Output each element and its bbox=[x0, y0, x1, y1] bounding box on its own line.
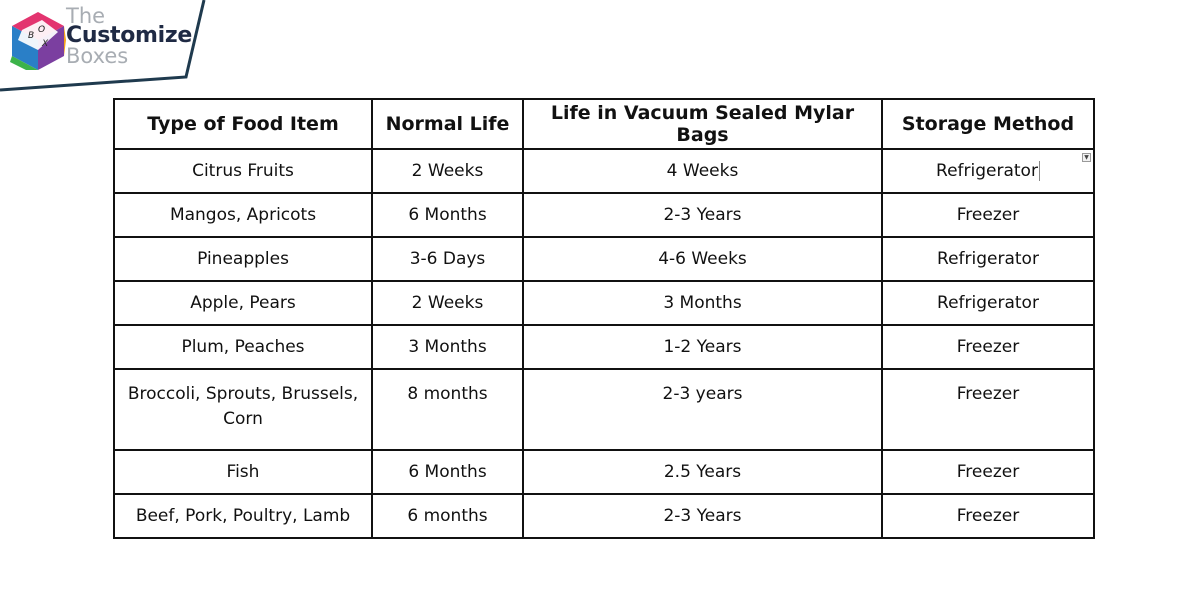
cell-storage-method[interactable]: Freezer bbox=[882, 494, 1094, 538]
table-row bbox=[114, 494, 1094, 538]
table-header-row bbox=[114, 99, 1094, 149]
table-row bbox=[114, 450, 1094, 494]
food-storage-table bbox=[113, 98, 1095, 539]
cell-vacuum-life[interactable]: 3 Months bbox=[523, 281, 882, 325]
header-storage-method: Storage Method bbox=[882, 99, 1094, 149]
logo-letter: O bbox=[38, 25, 46, 35]
table-row bbox=[114, 369, 1094, 450]
logo-wordmark bbox=[66, 6, 192, 66]
box-logo-icon bbox=[8, 10, 68, 72]
header-food-item: Type of Food Item bbox=[114, 99, 372, 149]
cell-food-item[interactable]: Apple, Pears bbox=[114, 281, 372, 325]
cell-storage-method[interactable]: Refrigerator bbox=[882, 281, 1094, 325]
table-row bbox=[114, 281, 1094, 325]
cell-vacuum-life[interactable]: 2-3 Years bbox=[523, 494, 882, 538]
cell-vacuum-life[interactable]: 2.5 Years bbox=[523, 450, 882, 494]
cell-vacuum-life[interactable]: 1-2 Years bbox=[523, 325, 882, 369]
cell-vacuum-life[interactable]: 4-6 Weeks bbox=[523, 237, 882, 281]
cell-normal-life[interactable]: 3-6 Days bbox=[372, 237, 523, 281]
cell-storage-method[interactable]: Freezer bbox=[882, 193, 1094, 237]
logo bbox=[0, 0, 220, 100]
header-vacuum-life: Life in Vacuum Sealed Mylar Bags bbox=[523, 99, 882, 149]
cell-storage-method[interactable] bbox=[882, 149, 1094, 193]
header-normal-life: Normal Life bbox=[372, 99, 523, 149]
cell-food-item[interactable]: Beef, Pork, Poultry, Lamb bbox=[114, 494, 372, 538]
dropdown-arrow-icon[interactable]: ▼ bbox=[1082, 153, 1091, 162]
cell-food-item[interactable]: Broccoli, Sprouts, Brussels, Corn bbox=[114, 369, 372, 450]
logo-line-the: The bbox=[66, 4, 106, 28]
table-row bbox=[114, 237, 1094, 281]
cell-normal-life[interactable]: 3 Months bbox=[372, 325, 523, 369]
logo-line-customize: Customize bbox=[66, 23, 193, 48]
table-row bbox=[114, 325, 1094, 369]
cell-food-item[interactable]: Fish bbox=[114, 450, 372, 494]
cell-food-item[interactable]: Plum, Peaches bbox=[114, 325, 372, 369]
logo-line-boxes: Boxes bbox=[66, 44, 129, 68]
cell-normal-life[interactable]: 8 months bbox=[372, 369, 523, 450]
cell-storage-method-text: Refrigerator bbox=[936, 160, 1038, 181]
cell-normal-life[interactable]: 2 Weeks bbox=[372, 281, 523, 325]
cell-storage-method[interactable]: Freezer bbox=[882, 369, 1094, 450]
cell-normal-life[interactable]: 6 months bbox=[372, 494, 523, 538]
cell-food-item[interactable]: Pineapples bbox=[114, 237, 372, 281]
table-row bbox=[114, 149, 1094, 193]
cell-storage-method[interactable]: Freezer bbox=[882, 450, 1094, 494]
logo-letter: X bbox=[42, 39, 49, 49]
cell-storage-method[interactable]: Refrigerator bbox=[882, 237, 1094, 281]
cell-vacuum-life[interactable]: 2-3 years bbox=[523, 369, 882, 450]
cell-vacuum-life[interactable]: 4 Weeks bbox=[523, 149, 882, 193]
cell-storage-method[interactable]: Freezer bbox=[882, 325, 1094, 369]
table-row bbox=[114, 193, 1094, 237]
text-cursor bbox=[1039, 161, 1040, 181]
cell-vacuum-life[interactable]: 2-3 Years bbox=[523, 193, 882, 237]
cell-normal-life[interactable]: 2 Weeks bbox=[372, 149, 523, 193]
cell-normal-life[interactable]: 6 Months bbox=[372, 450, 523, 494]
cell-food-item[interactable]: Citrus Fruits bbox=[114, 149, 372, 193]
food-storage-table-container bbox=[113, 98, 1095, 539]
cell-normal-life[interactable]: 6 Months bbox=[372, 193, 523, 237]
cell-food-item[interactable]: Mangos, Apricots bbox=[114, 193, 372, 237]
logo-letter: B bbox=[28, 31, 35, 41]
